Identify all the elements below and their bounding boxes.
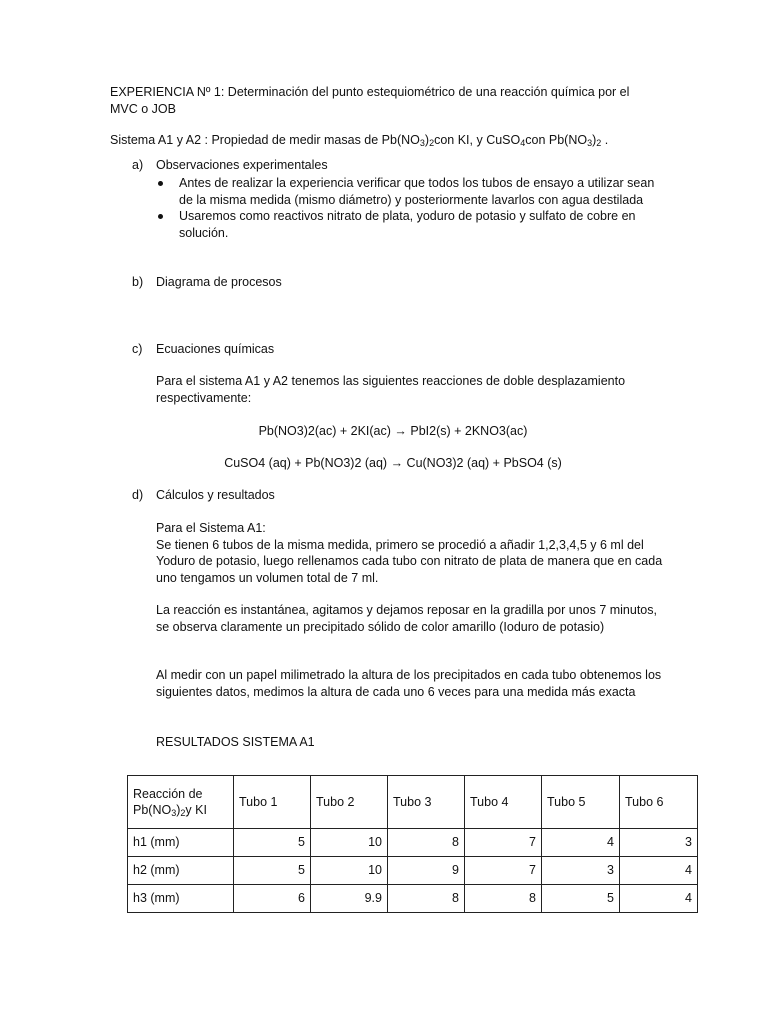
table-cell: 3: [620, 829, 698, 857]
table-corner-cell: Reacción de $Pb(NO_3)_2y$ KI: [128, 776, 234, 829]
column-header: Tubo 1: [234, 776, 311, 829]
system-line: Sistema A1 y A2 : Propiedad de medir masas de $Pb(NO_3)_2con$ KI, y CuSO$_4$con $Pb(NO_3)_2$ .: [110, 133, 609, 148]
equations-intro: Para el sistema A1 y A2 tenemos las siguientes reacciones de doble desplazamiento respectivamente:: [156, 374, 626, 405]
reaction-paragraph: La reacción es instantánea, agitamos y dejamos reposar en la gradilla por unos 7 minutos, se observa claramente un precipitado sólido de color amarillo (Ioduro de potasio): [156, 603, 657, 634]
equation-2: CuSO4 (aq) + Pb(NO3)2 (aq) → Cu(NO3)2 (aq) + PbSO4 (s): [224, 456, 562, 470]
table-header-row: [128, 776, 698, 829]
table-cell: 9.9: [311, 885, 388, 913]
table-cell: 9: [388, 857, 465, 885]
table-row: [128, 857, 698, 885]
section-b-heading: b) Diagrama de procesos: [132, 275, 282, 289]
observations-list: [156, 175, 656, 241]
column-header: Tubo 2: [311, 776, 388, 829]
observation-item: Antes de realizar la experiencia verificar que todos los tubos de ensayo a utilizar sean de la misma medida (mismo diámetro) y posteriormente lavarlos con agua destilada: [156, 175, 656, 208]
row-label: h2 (mm): [128, 857, 234, 885]
table-row: [128, 829, 698, 857]
table-cell: 3: [542, 857, 620, 885]
table-cell: 8: [465, 885, 542, 913]
table-cell: 5: [542, 885, 620, 913]
table-cell: 8: [388, 829, 465, 857]
row-label: h3 (mm): [128, 885, 234, 913]
system-a1-text: Se tienen 6 tubos de la misma medida, primero se procedió a añadir 1,2,3,4,5 y 6 ml del Yoduro de potasio, luego rellenamos cada tubo con nitrato de plata de manera que en cada uno tengamos un volumen total de 7 ml.: [156, 537, 663, 585]
table-row: [128, 885, 698, 913]
system-a1-title: Para el Sistema A1:: [156, 521, 266, 535]
table-cell: 7: [465, 857, 542, 885]
document-title: EXPERIENCIA Nº 1: Determinación del punto estequiométrico de una reacción química por el MVC o JOB: [110, 85, 630, 116]
table-cell: 7: [465, 829, 542, 857]
column-header: Tubo 3: [388, 776, 465, 829]
observation-item: Usaremos como reactivos nitrato de plata, yoduro de potasio y sulfato de cobre en solución.: [156, 208, 656, 241]
section-a-heading: a) Observaciones experimentales: [132, 158, 328, 172]
equation-1: Pb(NO3)2(ac) + 2KI(ac) → PbI2(s) + 2KNO3(ac): [258, 424, 528, 438]
system-a1-paragraph: [156, 520, 666, 586]
table-cell: 8: [388, 885, 465, 913]
results-table: [127, 775, 698, 913]
table-cell: 10: [311, 857, 388, 885]
table-cell: 4: [620, 857, 698, 885]
table-cell: 10: [311, 829, 388, 857]
column-header: Tubo 6: [620, 776, 698, 829]
table-cell: 5: [234, 857, 311, 885]
table-cell: 4: [542, 829, 620, 857]
section-d-heading: d) Cálculos y resultados: [132, 488, 275, 502]
results-title: RESULTADOS SISTEMA A1: [156, 735, 315, 749]
table-cell: 5: [234, 829, 311, 857]
table-cell: 6: [234, 885, 311, 913]
column-header: Tubo 5: [542, 776, 620, 829]
row-label: h1 (mm): [128, 829, 234, 857]
section-c-heading: c) Ecuaciones químicas: [132, 342, 275, 356]
measurement-paragraph: Al medir con un papel milimetrado la altura de los precipitados en cada tubo obtenemos los siguientes datos, medimos la altura de cada uno 6 veces para una medida más exacta: [156, 668, 662, 699]
table-cell: 4: [620, 885, 698, 913]
column-header: Tubo 4: [465, 776, 542, 829]
